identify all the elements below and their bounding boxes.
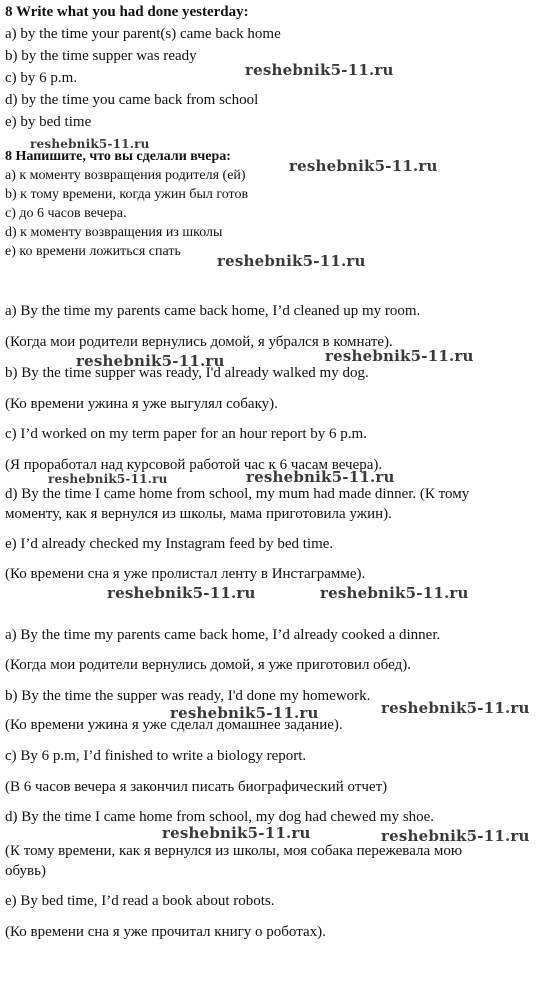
watermark: reshebnik5-11.ru	[325, 347, 474, 365]
answer2-b-en: b) By the time the supper was ready, I'd done my homework.	[5, 688, 371, 704]
task-ru-item-a: а) к моменту возвращения родителя (ей)	[5, 168, 246, 183]
watermark: reshebnik5-11.ru	[381, 699, 530, 717]
task-ru-item-b: b) к тому времени, когда ужин был готов	[5, 187, 249, 202]
watermark: reshebnik5-11.ru	[381, 827, 530, 845]
watermark: reshebnik5-11.ru	[245, 61, 394, 79]
answer1-e-en: e) I’d already checked my Instagram feed by bed time.	[5, 536, 334, 552]
answer2-d-ru-line2: обувь)	[5, 863, 46, 879]
task-en-title: 8 Write what you had done yesterday:	[5, 4, 249, 20]
answer1-d-line1: d) By the time I came home from school, my mum had made dinner. (К тому	[5, 486, 470, 502]
watermark: reshebnik5-11.ru	[320, 584, 469, 602]
task-en-item-c: c) by 6 p.m.	[5, 70, 78, 86]
answer2-e-ru: (Ко времени сна я уже прочитал книгу о роботах).	[5, 924, 326, 940]
task-ru-item-c: c) до 6 часов вечера.	[5, 206, 127, 221]
answer2-b-ru: (Ко времени ужина я уже сделал домашнее задание).	[5, 717, 343, 733]
watermark: reshebnik5-11.ru	[30, 137, 150, 151]
answer1-c-en: c) I’d worked on my term paper for an hour report by 6 p.m.	[5, 426, 367, 442]
task-ru-title: 8 Напишите, что вы сделали вчера:	[5, 149, 231, 164]
task-en-item-b: b) by the time supper was ready	[5, 48, 197, 64]
watermark: reshebnik5-11.ru	[217, 252, 366, 270]
watermark: reshebnik5-11.ru	[289, 157, 438, 175]
answer2-c-en: c) By 6 p.m, I’d finished to write a biology report.	[5, 748, 307, 764]
answer1-e-ru: (Ко времени сна я уже пролистал ленту в Инстаграмме).	[5, 566, 366, 582]
answer1-b-en: b) By the time supper was ready, I'd already walked my dog.	[5, 365, 369, 381]
task-ru-item-d: d) к моменту возвращения из школы	[5, 225, 223, 240]
answer2-a-en: a) By the time my parents came back home, I’d already cooked a dinner.	[5, 627, 441, 643]
watermark: reshebnik5-11.ru	[48, 472, 168, 486]
answer1-a-en: a) By the time my parents came back home, I’d cleaned up my room.	[5, 303, 421, 319]
answer1-c-ru: (Я проработал над курсовой работой час к 6 часам вечера).	[5, 457, 383, 473]
answer2-d-ru-line1: (К тому времени, как я вернулся из школы, моя собака пережевала мою	[5, 843, 463, 859]
task-en-item-d: d) by the time you came back from school	[5, 92, 259, 108]
watermark: reshebnik5-11.ru	[246, 468, 395, 486]
answer1-a-ru: (Когда мои родители вернулись домой, я убрался в комнате).	[5, 334, 393, 350]
answer2-a-ru: (Когда мои родители вернулись домой, я уже приготовил обед).	[5, 657, 411, 673]
watermark: reshebnik5-11.ru	[162, 824, 311, 842]
task-en-item-a: a) by the time your parent(s) came back home	[5, 26, 281, 42]
answer2-d-en: d) By the time I came home from school, my dog had chewed my shoe.	[5, 809, 435, 825]
task-ru-item-e: e) ко времени ложиться спать	[5, 244, 181, 259]
answer2-e-en: e) By bed time, I’d read a book about robots.	[5, 893, 275, 909]
watermark: reshebnik5-11.ru	[170, 704, 319, 722]
task-en-item-e: e) by bed time	[5, 114, 92, 130]
watermark: reshebnik5-11.ru	[107, 584, 256, 602]
watermark: reshebnik5-11.ru	[76, 352, 225, 370]
answer2-c-ru: (В 6 часов вечера я закончил писать биографический отчет)	[5, 779, 388, 795]
answer1-d-line2: моменту, как я вернулся из школы, мама приготовила ужин).	[5, 506, 392, 522]
answer1-b-ru: (Ко времени ужина я уже выгулял собаку).	[5, 396, 278, 412]
